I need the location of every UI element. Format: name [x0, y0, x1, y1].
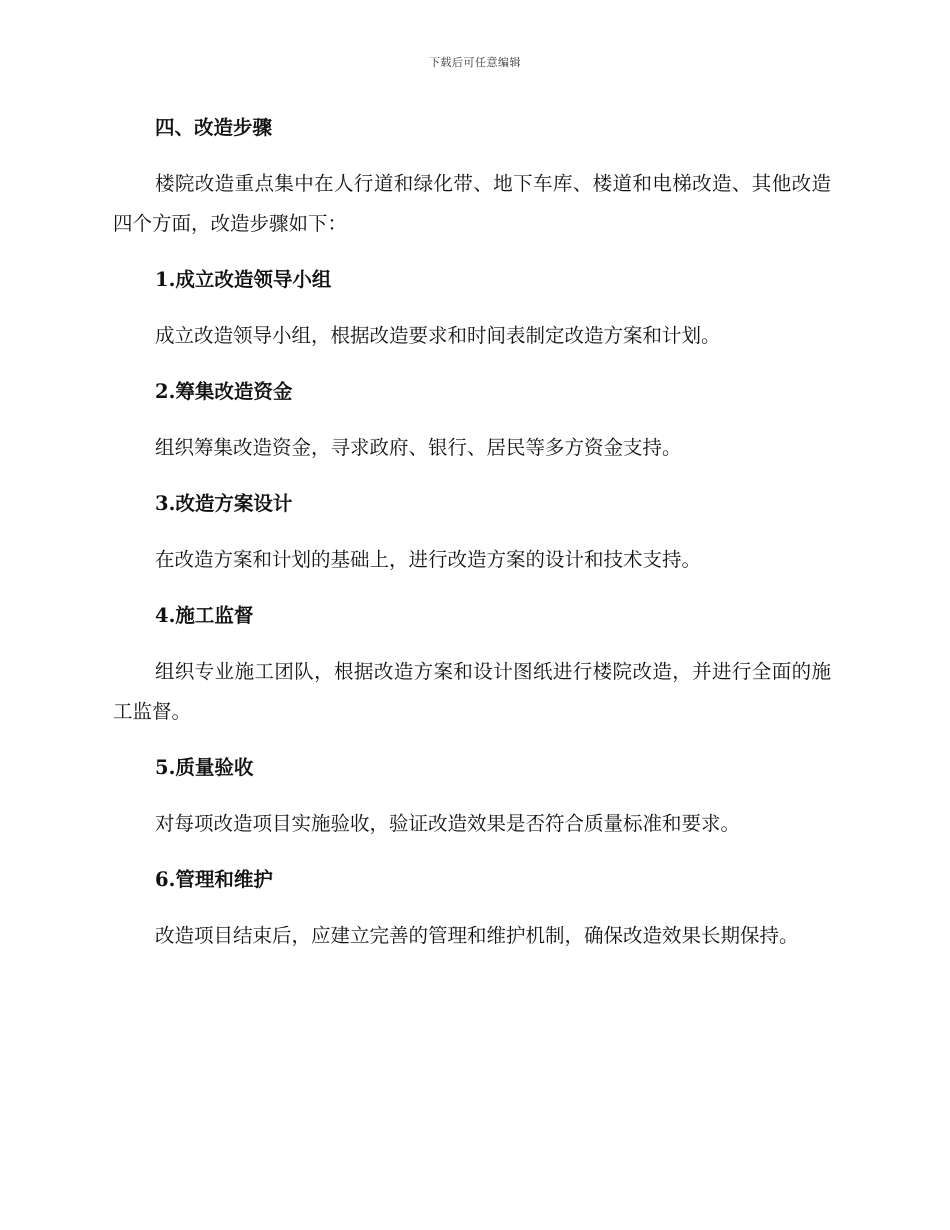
step-6-title: 6.管理和维护: [155, 868, 273, 891]
step-4-title: 4.施工监督: [155, 604, 254, 627]
step-6-body: 改造项目结束后，应建立完善的管理和维护机制，确保改造效果长期保持。: [155, 924, 799, 947]
intro-paragraph: 楼院改造重点集中在人行道和绿化带、地下车库、楼道和电梯改造、其他改造四个方面，改造步骤如下：: [113, 172, 831, 235]
step-1-title: 1.成立改造领导小组: [155, 268, 332, 291]
document-body: [113, 108, 831, 972]
step-5-title: 5.质量验收: [155, 756, 254, 779]
step-2-body: 组织筹集改造资金，寻求政府、银行、居民等多方资金支持。: [155, 436, 682, 459]
step-2-title: 2.筹集改造资金: [155, 380, 293, 403]
page-header-note: 下载后可任意编辑: [429, 56, 521, 69]
step-5-body: 对每项改造项目实施验收，验证改造效果是否符合质量标准和要求。: [155, 812, 741, 835]
step-3-title: 3.改造方案设计: [155, 492, 293, 515]
section-title: 四、改造步骤: [155, 116, 273, 139]
step-4-body: 组织专业施工团队，根据改造方案和设计图纸进行楼院改造，并进行全面的施工监督。: [113, 660, 831, 723]
step-1-body: 成立改造领导小组，根据改造要求和时间表制定改造方案和计划。: [155, 324, 721, 347]
step-3-body: 在改造方案和计划的基础上，进行改造方案的设计和技术支持。: [155, 548, 702, 571]
